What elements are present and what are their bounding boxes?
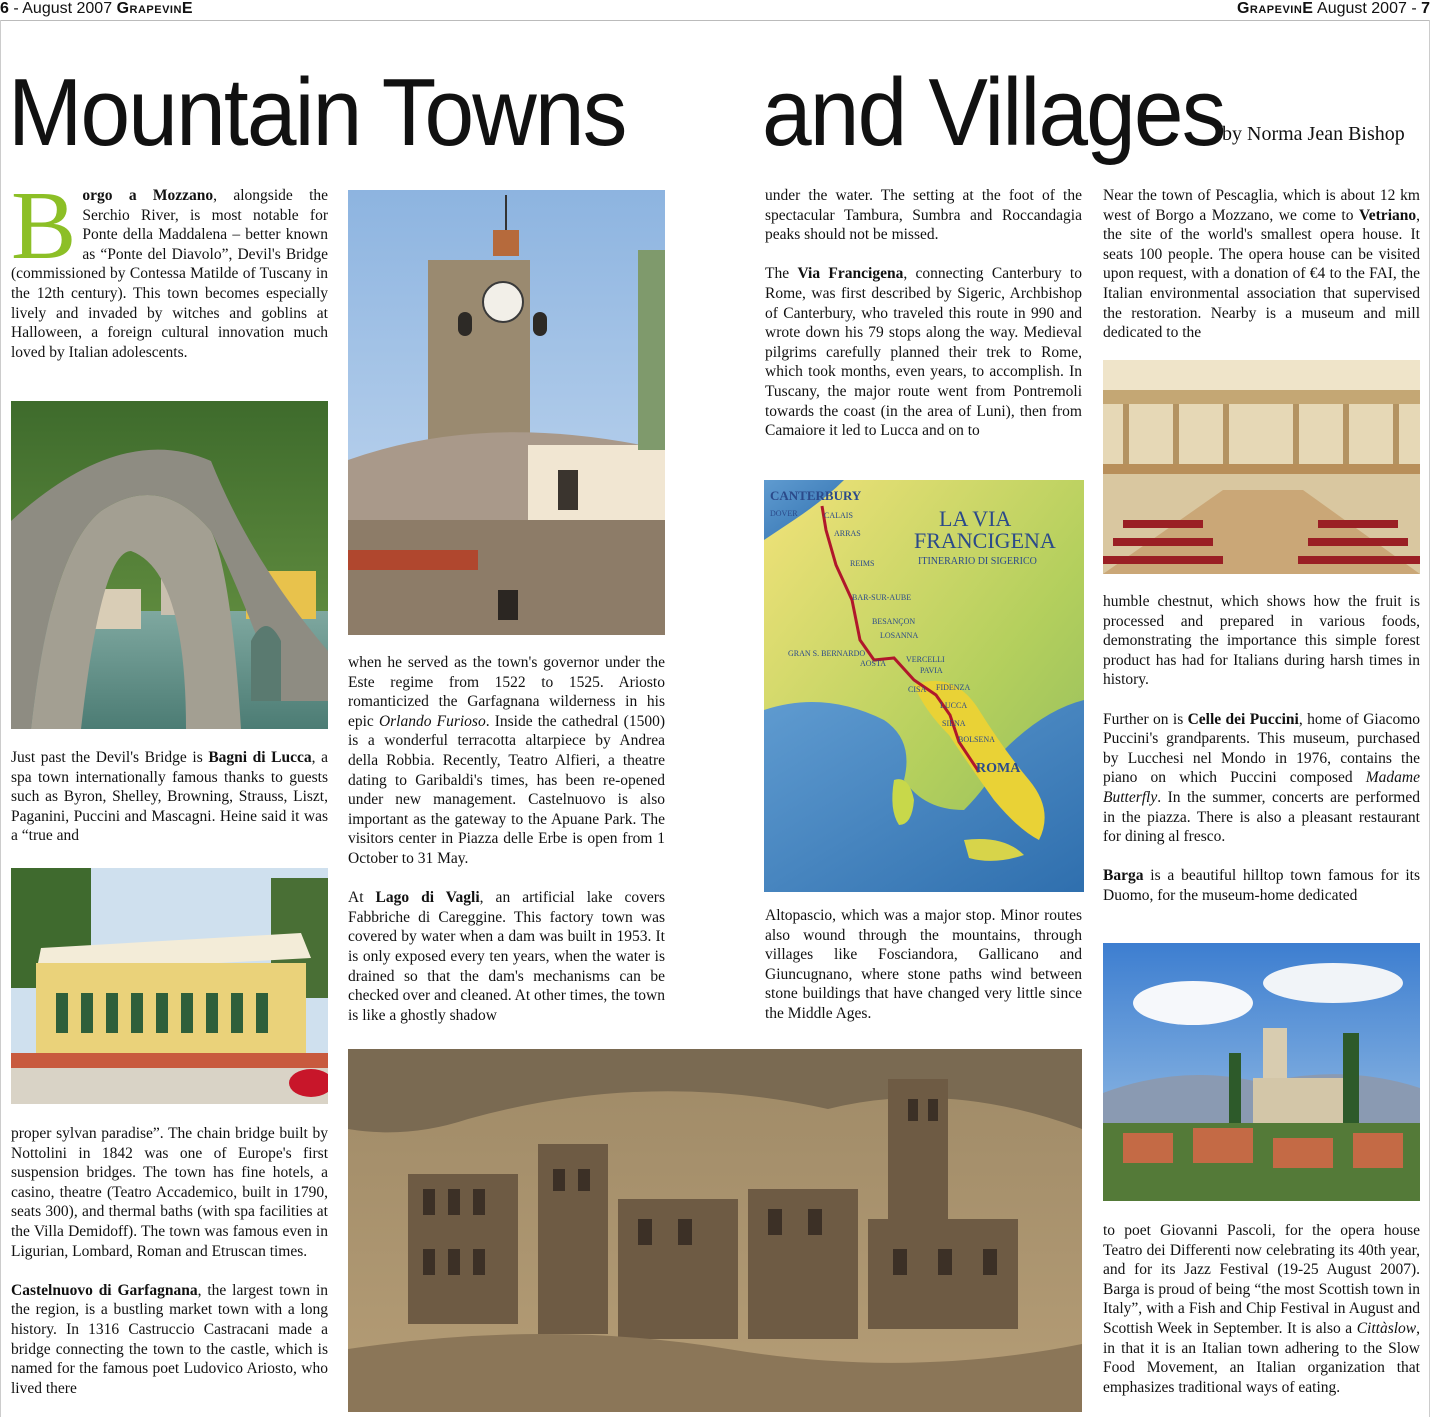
map-label-fidenza: FIDENZA [936, 683, 971, 692]
map-label-dover: DOVER [770, 509, 798, 518]
running-head-right: GrapevinE August 2007 - 7 [1236, 0, 1430, 17]
map-subtitle: ITINERARIO DI SIGERICO [918, 556, 1037, 567]
map-title-line1: LA VIA [939, 506, 1012, 531]
map-label-pavia: PAVIA [920, 666, 943, 675]
photo-bagni-di-lucca-building [11, 868, 328, 1104]
map-label-canterbury: CANTERBURY [770, 488, 862, 503]
issue-date-right: August 2007 [1317, 0, 1407, 17]
publication-name-left: GrapevinE [116, 0, 194, 17]
col3-text-top: under the water. The setting at the foot of the spectacular Tambura, Sumbra and Roccandagia peaks should not be missed. The Via Francigena, connecting Canterbury to Rome, was first described by Sigeric, Archbishop of Canterbury, who traveled this route in 990 and wrote down his 79 stops along the way. Medieval pilgrims carefully planned their trek to Rome, which took months, even years, to accomplish. In Tuscany, the major route went from Pontremoli towards the coast (in the area of Luni), then from Camaiore it led to Lucca and on to [765, 187, 1082, 440]
map-label-besancon: BESANÇON [872, 617, 916, 626]
map-label-reims: REIMS [850, 559, 875, 568]
publication-name-right: GrapevinE [1236, 0, 1314, 17]
map-label-aosta: AOSTA [860, 659, 887, 668]
map-label-arras: ARRAS [834, 529, 861, 538]
photo-vetriano-opera-house [1103, 360, 1420, 574]
byline: by Norma Jean Bishop [1222, 123, 1405, 145]
map-label-siena: SIENA [942, 719, 966, 728]
col4-text-middle: humble chestnut, which shows how the fruit is processed and prepared in various foods, demonstrating the importance this simple forest product has had for Italians during harsh times in history. Further on is Celle dei Puccini, home of Giacomo Puccini's grandparents. This museum, purchased by Lucchesi nel Mondo in 1976, contains the piano on which Puccini composed Madame Butterfly. In the summer, concerts are performed in the piazza. There is also a pleasant restaurant for dining al fresco. Barga is a beautiful hilltop town famous for its Duomo, for the museum-home dedicated [1103, 593, 1421, 904]
map-label-lucca: LUCCA [940, 701, 968, 710]
running-head-left: 6 - August 2007 GrapevinE [0, 0, 194, 17]
col1-continued: proper sylvan paradise”. The chain bridge built by Nottolini in 1842 was one of Europe's first suspension bridges. The town has fine hotels, a casino, theatre (Teatro Accademico, built in 1790, seats 300), and thermal baths (with spa facilities at the Villa Demidoff). The town was famous even in Ligurian, Lombard, Roman and Etruscan times. Castelnuovo di Garfagnana, the largest town in the region, is a bustling market town with a long history. In 1316 Castruccio Castracani made a bridge connecting the town to the castle, which is named for the famous poet Ludovico Ariosto, who lived there [11, 1125, 328, 1397]
map-label-calais: CALAIS [824, 511, 853, 520]
page-border-left [0, 20, 1, 1417]
map-label-cisa: CISA [908, 685, 927, 694]
photo-lago-di-vagli-ghost-town [348, 1049, 1082, 1412]
col4-barga-continued: to poet Giovanni Pascoli, for the opera house Teatro dei Differenti now celebrating its 40th year, and for its Jazz Festival (19-25 August 2007). Barga is proud of being “the most Scottish town in Italy”, with a Fish and Chip Festival in August and Scottish Week in September. It is also a Cittàslow, in that it is an Italian town adhering to the Slow Food Movement, an Italian organization that emphasizes traditional ways of eating. [1103, 1222, 1420, 1396]
drop-cap: B [11, 172, 77, 280]
col4-vetriano: Near the town of Pescaglia, which is about 12 km west of Borgo a Mozzano, we come to Vetriano, the site of the world's smallest opera house. It seats 100 people. The opera house can be visited upon request, with a donation of €4 to the FAI, the Italian environmental association that supervised the restoration. Nearby is a museum and mill dedicated to the [1103, 187, 1420, 342]
issue-date-left: August 2007 [22, 0, 113, 17]
col1-bagni-di-lucca: Just past the Devil's Bridge is Bagni di Lucca, a spa town internationally famous thanks to guests such as Byron, Shelley, Browning, Strauss, Liszt, Paganini, Puccini and Mascagni. Heine said it was a “true and [11, 749, 328, 845]
map-label-roma: ROMA [976, 761, 1021, 776]
photo-devils-bridge [11, 401, 328, 729]
header-rule [0, 20, 1430, 21]
map-label-vercelli: VERCELLI [906, 655, 945, 664]
map-label-gran-s-bernardo: GRAN S. BERNARDO [788, 649, 866, 658]
col3-text-bottom: Altopascio, which was a major stop. Minor routes also wound through the mountains, through villages like Fosciandora, Gallicano and Giuncugnano, where stone paths wind between stone buildings that have changed very little since the Middle Ages. [765, 907, 1082, 1022]
page-number-right: 7 [1421, 0, 1430, 17]
map-via-francigena [764, 480, 1084, 892]
photo-barga-duomo [1103, 943, 1420, 1201]
map-label-bar-sur-aube: BAR-SUR-AUBE [852, 593, 912, 602]
article-title-part2: and Villages [762, 59, 1225, 166]
article-title-part1: Mountain Towns [8, 59, 626, 166]
col2-text: when he served as the town's governor under the Este regime from 1522 to 1525. Ariosto romanticized the Garfagnana wilderness in his epic Orlando Furioso. Inside the cathedral (1500) is a wonderful terracotta altarpiece by Andrea della Robbia. Recently, Teatro Alfieri, a theatre dating to Garibaldi's times, has been re-opened under new management. Castelnuovo is also important as the gateway to the Apuane Park. The visitors center in Piazza delle Erbe is open from 1 October to 31 May. At Lago di Vagli, an artificial lake covers Fabbriche di Careggine. This factory town was covered by water when a dam was built in 1953. It is only exposed every ten years, when the water is drained so that the dam's mechanisms can be checked over and cleaned. At other times, the town is like a ghostly shadow [348, 654, 665, 1024]
map-label-bolsena: BOLSENA [958, 735, 995, 744]
map-label-losanna: LOSANNA [880, 631, 919, 640]
page-number-left: 6 [0, 0, 9, 17]
col1-intro: Borgo a Mozzano, alongside the Serchio River, is most notable for Ponte della Maddalena – better known as “Ponte del Diavolo”, Devil's Bridge (commissioned by Contessa Matilde of Tuscany in the 12th century). This town becomes especially lively and invaded by witches and goblins at Halloween, a foreign cultural innovation much loved by Italian adolescents. [11, 172, 329, 361]
map-title-line2: FRANCIGENA [914, 528, 1056, 553]
photo-castelnuovo-tower [348, 190, 665, 635]
